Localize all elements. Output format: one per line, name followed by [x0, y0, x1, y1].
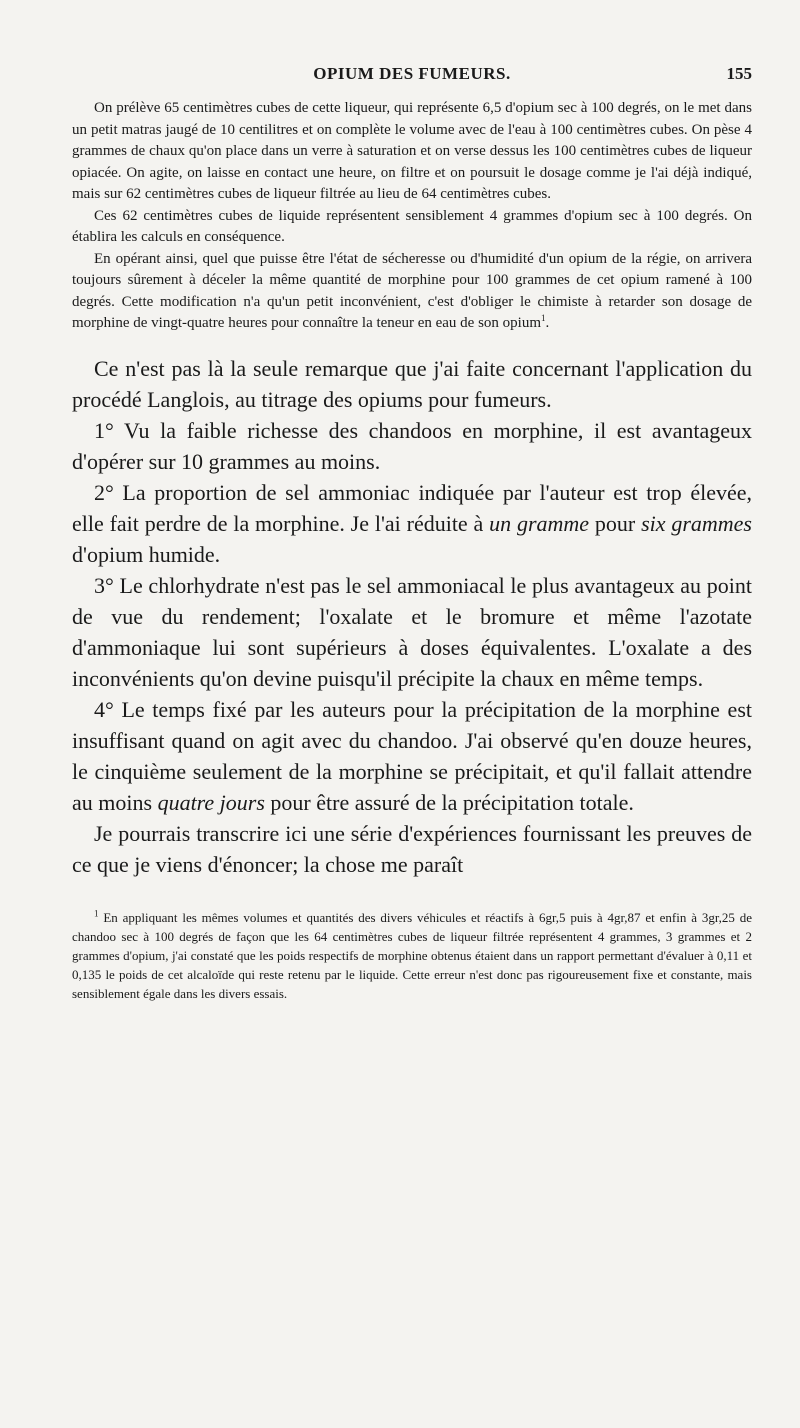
paragraph: [72, 477, 752, 570]
footnote-reference: 1: [541, 313, 546, 323]
footnote: [72, 908, 752, 1003]
footnote-text: En appliquant les mêmes volumes et quantités des divers véhicules et réactifs à 6gr,5 puis à 4gr,87 et enfin à 3gr,25 de chandoo sec à 100 degrés de façon que les 64 centimètres cubes de liqueur filtrée représentent 4 grammes, 3 grammes et 2 grammes d'opium, j'ai constaté que les poids respectifs de morphine obtenus étaient dans un rapport permettant d'évaluer à 0,11 et 0,135 le poids de cet alcaloïde qui reste retenu par le liquide. Cette erreur n'est donc pas rigoureusement fixe et constante, mais sensiblement égale dans les divers essais.: [72, 909, 752, 1001]
paragraph: Ce n'est pas là la seule remarque que j'ai faite concernant l'application du procédé Langlois, au titrage des opiums pour fumeurs.: [72, 355, 752, 412]
book-page: [72, 56, 752, 1003]
paragraph-text: En opérant ainsi, quel que puisse être l'état de sécheresse ou d'humidité d'un opium de la régie, on arrivera toujours sûrement à déceler la même quantité de morphine pour 100 grammes de cet opium ramené à 100 degrés. Cette modification n'a qu'un petit inconvénient, c'est d'obliger le chimiste à retarder son dosage de morphine de vingt-quatre heures pour connaître la teneur en eau de son opium: [72, 250, 752, 331]
running-title: OPIUM DES FUMEURS.: [313, 64, 511, 83]
paragraph-text: pour être assuré de la précipitation totale.: [264, 789, 634, 815]
paragraph-text: 4° Le temps fixé par les auteurs pour la précipitation de la morphine est insuffisant quand on agit avec du chandoo. J'ai observé qu'en douze heures, le cinquième seulement de la morphine se précipitait, et qu'il fallait attendre au moins: [72, 696, 752, 815]
main-text-block: [72, 353, 752, 880]
paragraph-text: d'opium humide.: [72, 541, 221, 567]
paragraph: Je pourrais transcrire ici une série d'expériences fournissant les preuves de ce que je viens d'énoncer; la chose me paraît: [72, 820, 752, 877]
paragraph: 1° Vu la faible richesse des chandoos en morphine, il est avantageux d'opérer sur 10 grammes au moins.: [72, 417, 752, 474]
paragraph-text: pour: [589, 510, 642, 536]
paragraph-text: 2° La proportion de sel ammoniac indiquée par l'auteur est trop élevée, elle fait perdre de la morphine. Je l'ai réduite à: [72, 479, 752, 536]
paragraph: [72, 249, 752, 335]
emphasis: un gramme: [489, 510, 590, 536]
paragraph-end: .: [545, 315, 550, 331]
page-header: [72, 56, 752, 86]
page-number: 155: [726, 64, 752, 83]
emphasis: quatre jours: [157, 789, 265, 815]
paragraph: [72, 694, 752, 818]
emphasis: six grammes: [641, 510, 752, 536]
footnotes: [72, 908, 752, 1003]
paragraph: On prélève 65 centimètres cubes de cette liqueur, qui représente 6,5 d'opium sec à 100 degrés, on le met dans un petit matras jaugé de 10 centilitres et on complète le volume avec de l'eau à 100 centimètres cubes. On pèse 4 grammes de chaux qu'on place dans un verre à saturation et on verse dessus les 100 centimètres cubes de liqueur opiacée. On agite, on laisse en contact une heure, on filtre et on poursuit le dosage comme je l'ai déjà indiqué, mais sur 62 centimètres cubes de liqueur filtrée au lieu de 64 centimètres cubes.: [72, 100, 752, 202]
small-text-block: [72, 98, 752, 335]
paragraph: 3° Le chlorhydrate n'est pas le sel ammoniacal le plus avantageux au point de vue du rendement; l'oxalate et le bromure et même l'azotate d'ammoniaque lui sont supérieurs à doses équivalentes. L'oxalate a des inconvénients qu'on devine puisqu'il précipite la chaux en même temps.: [72, 572, 752, 691]
footnote-mark: 1: [94, 908, 99, 919]
paragraph: Ces 62 centimètres cubes de liquide représentent sensiblement 4 grammes d'opium sec à 100 degrés. On établira les calculs en conséquence.: [72, 207, 752, 245]
